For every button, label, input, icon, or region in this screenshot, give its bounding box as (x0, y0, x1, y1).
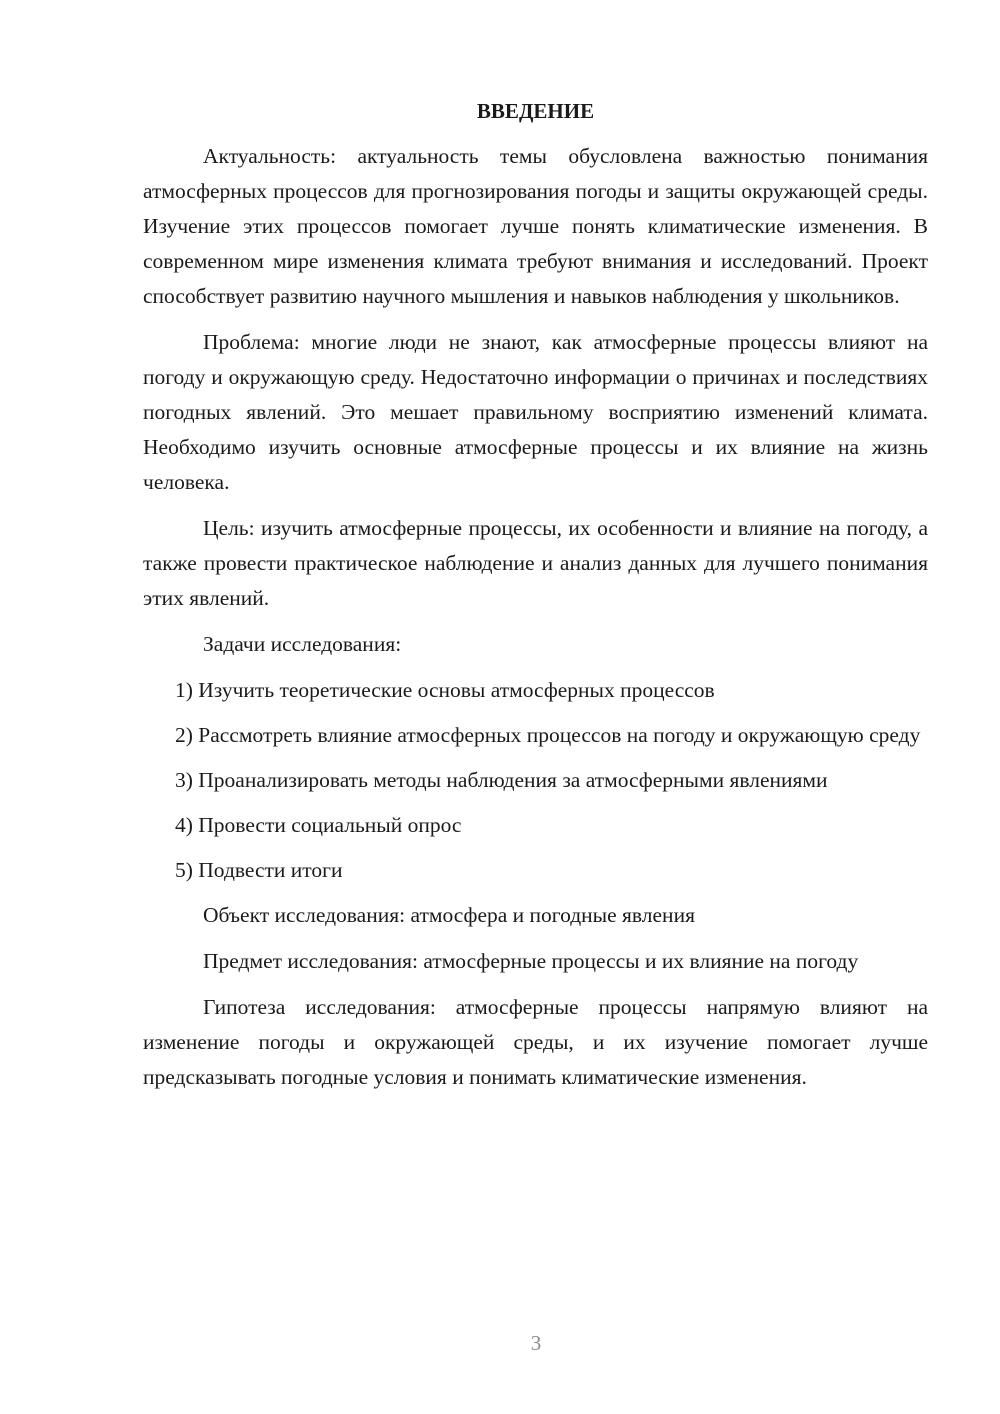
goal-paragraph: Цель: изучить атмосферные процессы, их особенности и влияние на погоду, а также провести практическое наблюдение и анализ данных для лучшего понимания этих явлений. (143, 516, 928, 610)
object-paragraph: Объект исследования: атмосфера и погодные явления (203, 903, 695, 927)
task-item: 4) Провести социальный опрос (175, 813, 462, 837)
page-number: 3 (530, 1331, 542, 1355)
task-item: 5) Подвести итоги (175, 858, 343, 882)
tasks-title: Задачи исследования: (203, 632, 402, 656)
task-item: 1) Изучить теоретические основы атмосферных процессов (175, 678, 715, 702)
problem-paragraph: Проблема: многие люди не знают, как атмосферные процессы влияют на погоду и окружающую среду. Недостаточно информации о причинах и последствиях погодных явлений. Это мешает правильному восприятию изменений климата. Необходимо изучить основные атмосферные процессы и их влияние на жизнь человека. (143, 330, 928, 494)
section-heading: ВВЕДЕНИЕ (476, 99, 595, 123)
hypothesis-paragraph: Гипотеза исследования: атмосферные процессы напрямую влияют на изменение погоды и окружающей среды, и их изучение помогает лучше предсказывать погодные условия и понимать климатические изменения. (143, 995, 928, 1089)
task-item: 2) Рассмотреть влияние атмосферных процессов на погоду и окружающую среду (175, 723, 921, 747)
task-item: 3) Проанализировать методы наблюдения за атмосферными явлениями (175, 768, 828, 792)
subject-paragraph: Предмет исследования: атмосферные процессы и их влияние на погоду (203, 949, 859, 973)
page-content (143, 94, 928, 1095)
relevance-paragraph: Актуальность: актуальность темы обусловлена важностью понимания атмосферных процессов для прогнозирования погоды и защиты окружающей среды. Изучение этих процессов помогает лучше понять климатические изменения. В современном мире изменения климата требуют внимания и исследований. Проект способствует развитию научного мышления и навыков наблюдения у школьников. (143, 144, 928, 308)
